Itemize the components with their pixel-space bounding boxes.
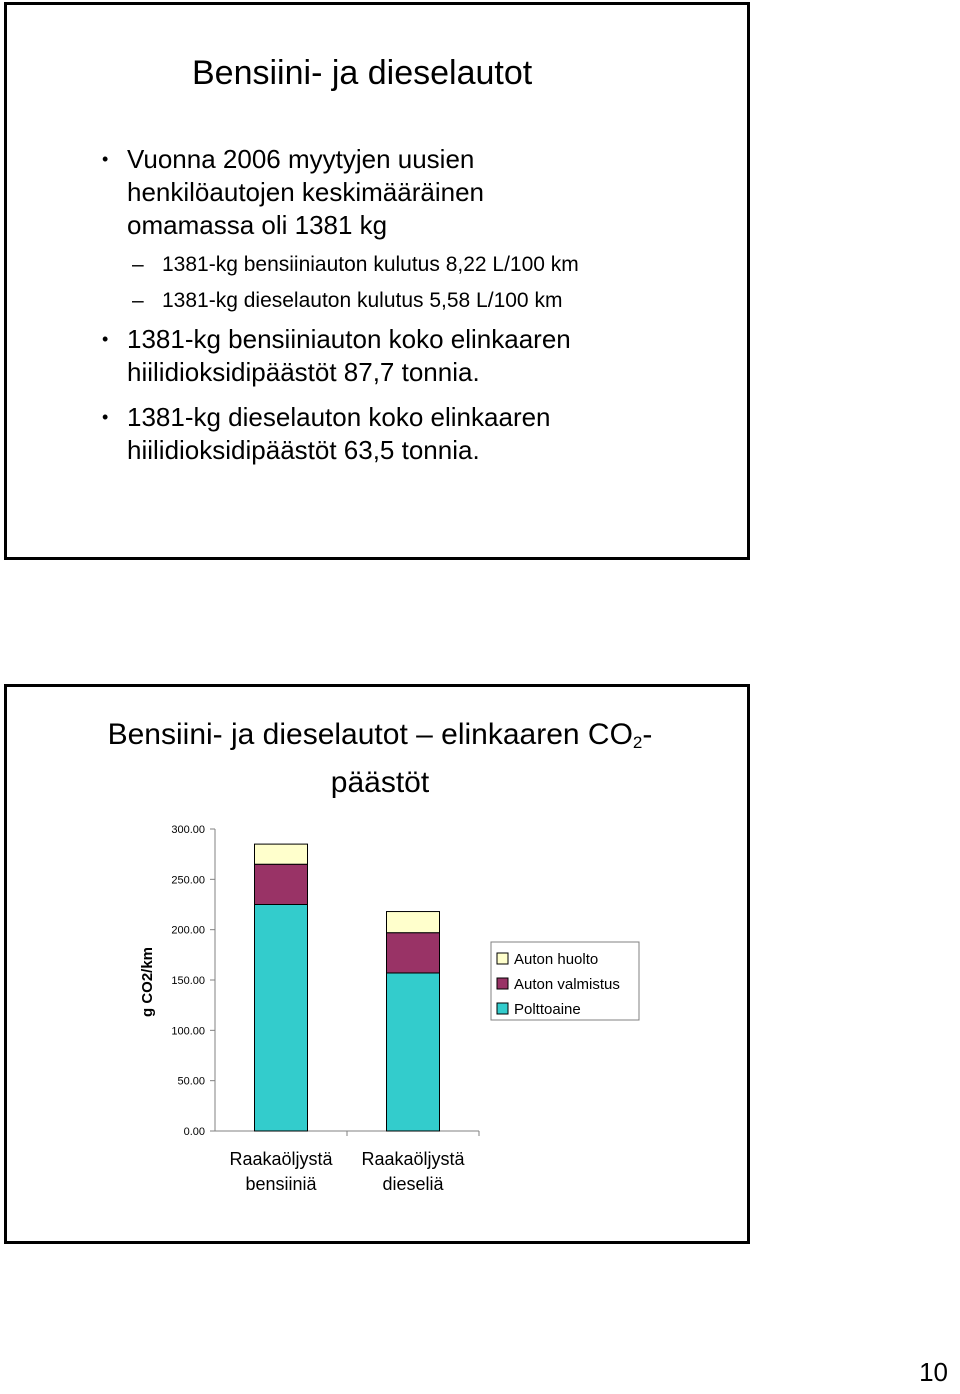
- legend-swatch: [497, 1003, 508, 1014]
- y-tick-label: 300.00: [171, 824, 205, 836]
- bullet-3-line-1: 1381-kg dieselauton koko elinkaaren: [127, 402, 551, 432]
- sub-bullet-2: [132, 287, 563, 315]
- bullet-1-line-2: henkilöautojen keskimääräinen: [127, 177, 485, 207]
- bar-segment-auton-valmistus: [387, 933, 440, 973]
- bullet-dot: •: [102, 329, 109, 349]
- slide-2-title-line-1: Bensiini- ja dieselautot – elinkaaren CO: [107, 718, 633, 751]
- y-tick-label: 0.00: [183, 1126, 205, 1138]
- bullet-3: [102, 401, 551, 467]
- bar-segment-auton-valmistus: [255, 864, 308, 904]
- bullet-1-line-3: omamassa oli 1381 kg: [127, 210, 388, 240]
- legend-swatch: [497, 953, 508, 964]
- bullet-dot: •: [102, 407, 109, 427]
- y-tick-label: 250.00: [171, 874, 205, 887]
- y-tick-label: 200.00: [171, 924, 205, 937]
- bar-segment-auton-huolto: [255, 844, 308, 864]
- slide-2-title-dash: -: [642, 718, 653, 751]
- x-tick-label: dieseliä: [382, 1174, 444, 1194]
- slide-2: [4, 684, 750, 1244]
- slide-1-title: Bensiini- ja dieselautot: [192, 54, 533, 92]
- stacked-bar-chart: [7, 687, 747, 1241]
- bar-segment-auton-huolto: [387, 912, 440, 933]
- y-tick-label: 50.00: [177, 1075, 205, 1088]
- legend-label: Polttoaine: [514, 1001, 581, 1018]
- bar-segment-polttoaine: [387, 973, 440, 1131]
- bullet-2: [102, 323, 571, 389]
- x-tick-label: Raakaöljystä: [229, 1149, 333, 1169]
- y-axis-label: g CO2/km: [139, 946, 156, 1018]
- slide-2-title-subscript: 2: [632, 733, 643, 752]
- bullet-2-line-1: 1381-kg bensiiniauton koko elinkaaren: [127, 324, 571, 354]
- sub-bullet-2-text: 1381-kg dieselauton kulutus 5,58 L/100 km: [162, 289, 563, 312]
- slide-2-title-line-2: päästöt: [330, 766, 430, 799]
- bar-segment-polttoaine: [255, 905, 308, 1132]
- legend-label: Auton valmistus: [514, 976, 620, 993]
- bullet-2-line-2: hiilidioksidipäästöt 87,7 tonnia.: [127, 357, 480, 387]
- bullet-1: [102, 143, 485, 242]
- bullet-dot: •: [102, 149, 109, 169]
- sub-bullet-1-text: 1381-kg bensiiniauton kulutus 8,22 L/100 km: [162, 253, 579, 276]
- legend-swatch: [497, 978, 508, 989]
- y-tick-label: 150.00: [171, 975, 205, 987]
- page-number: 10: [919, 1357, 948, 1387]
- bullet-1-line-1: Vuonna 2006 myytyjen uusien: [127, 144, 475, 174]
- x-tick-label: bensiiniä: [245, 1174, 317, 1194]
- sub-bullet-1: [132, 251, 579, 279]
- y-tick-label: 100.00: [171, 1025, 205, 1038]
- legend-label: Auton huolto: [514, 951, 599, 968]
- slide-1: [4, 2, 750, 560]
- x-tick-label: Raakaöljystä: [361, 1149, 465, 1169]
- sub-bullet-dash: –: [132, 289, 144, 312]
- bullet-3-line-2: hiilidioksidipäästöt 63,5 tonnia.: [127, 435, 480, 465]
- sub-bullet-dash: –: [132, 253, 144, 276]
